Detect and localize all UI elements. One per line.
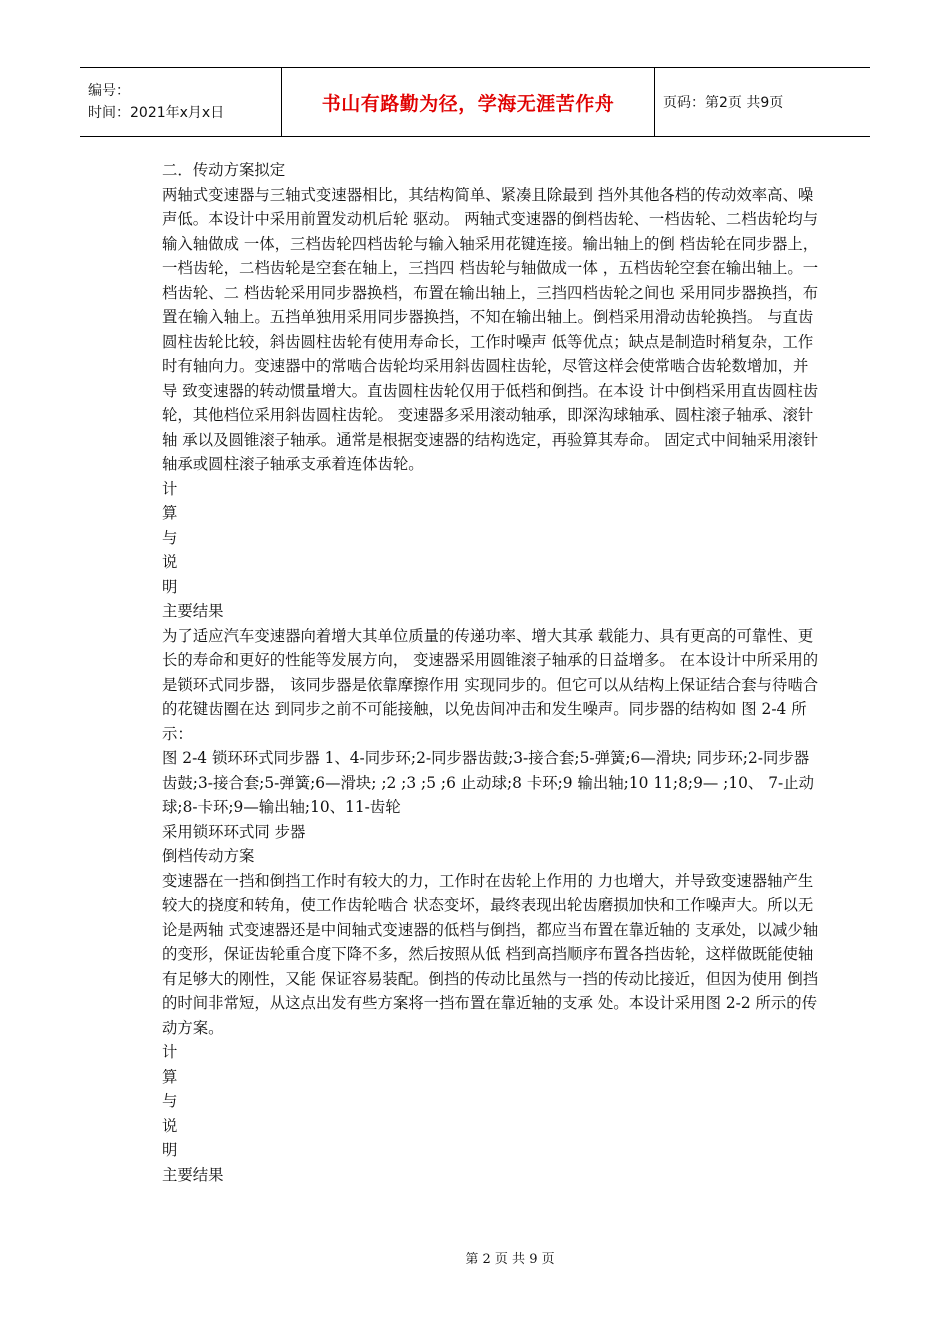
- line-sync-choice: 采用锁环环式同 步器: [162, 822, 306, 841]
- vertical-char: 计: [162, 1043, 178, 1061]
- page-header: [80, 67, 870, 137]
- vertical-char: 算: [162, 1067, 178, 1086]
- subtitle-reverse: 倒档传动方案: [162, 847, 255, 865]
- date-label: 时间：2021年x月x日: [88, 105, 225, 121]
- vertical-char: 与: [162, 1092, 178, 1110]
- vertical-char: 计: [162, 479, 178, 498]
- motto-text: 书山有路勤为径，学海无涯苦作舟: [321, 92, 615, 115]
- vertical-char: 明: [162, 577, 178, 596]
- paragraph-synchronizer: 为了适应汽车变速器向着增大其单位质量的传递功率、增大其承 载能力、具有更高的可靠性、更长的寿命和更好的性能等发展方向， 变速器采用圆锥滚子轴承的日益增多。 在本设计中所采用的是锁环式同步器， 该同步器是依靠摩擦作用 实现同步的。但它可以从结构上保证结合套与待啮合的花键齿圈在达 到同步之前不可能接触，以免齿间冲击和发生噪声。同步器的结构如 图 2-4 所示：: [162, 626, 819, 743]
- page-label: 页码：第2页 共9页: [663, 95, 784, 111]
- section-title: 二．传动方案拟定: [162, 161, 286, 179]
- main-result-heading-2: 主要结果: [162, 1165, 224, 1184]
- paragraph-transmission-scheme: 两轴式变速器与三轴式变速器相比，其结构简单、紧凑且除最到 挡外其他各档的传动效率高、噪声低。本设计中采用前置发动机后轮 驱动。 两轴式变速器的倒档齿轮、一档齿轮、二档齿轮均与输入轴做成 一体，三档齿轮四档齿轮与输入轴采用花键连接。输出轴上的倒 档齿轮在同步器上，一档齿轮，二档齿轮是空套在轴上，三挡四 档齿轮与轴做成一体 ，五档齿轮空套在输出轴上。一档齿轮、二 档齿轮采用同步器换档，布置在输出轴上，三挡四档齿轮之间也 采用同步器换挡，布置在输入轴上。五挡单独用采用同步器换挡，不知在输出轴上。倒档采用滑动齿轮换挡。 与直齿圆柱齿轮比较，斜齿圆柱齿轮有使用寿命长，工作时噪声 低等优点；缺点是制造时稍复杂，工作时有轴向力。变速器中的常啮合齿轮均采用斜齿圆柱齿轮，尽管这样会使常啮合齿轮数增加，并导 致变速器的转动惯量增大。直齿圆柱齿轮仅用于低档和倒挡。在本设 计中倒档采用直齿圆柱齿轮，其他档位采用斜齿圆柱齿轮。 变速器多采用滚动轴承，即深沟球轴承、圆柱滚子轴承、滚针轴 承以及圆锥滚子轴承。通常是根据变速器的结构选定，再验算其寿命。 固定式中间轴采用滚针轴承或圆柱滚子轴承支承着连体齿轮。: [162, 185, 819, 473]
- header-page-cell: [655, 68, 870, 136]
- footer-page-number: 第 2 页 共 9 页: [465, 1252, 555, 1267]
- header-meta: [80, 68, 282, 136]
- vertical-label-2: [142, 1040, 820, 1163]
- paragraph-reverse-scheme: 变速器在一挡和倒挡工作时有较大的力，工作时在齿轮上作用的 力也增大，并导致变速器轴产生较大的挠度和转角，使工作齿轮啮合 状态变坏，最终表现出轮齿磨损加快和工作噪声大。所以无论是两轴 式变速器还是中间轴式变速器的低档与倒挡，都应当布置在靠近轴的 支承处，以减少轴的变形，保证齿轮重合度下降不多，然后按照从低 档到高挡顺序布置各挡齿轮，这样做既能使轴有足够大的刚性，又能 保证容易装配。倒挡的传动比虽然与一挡的传动比接近，但因为使用 倒挡的时间非常短，从这点出发有些方案将一挡布置在靠近轴的支承 处。本设计采用图 2-2 所示的传动方案。: [162, 871, 819, 1037]
- page-footer: [0, 1248, 950, 1267]
- vertical-char: 与: [162, 528, 178, 547]
- vertical-char: 明: [162, 1141, 178, 1159]
- main-result-heading-1: 主要结果: [162, 602, 224, 620]
- vertical-label-1: [142, 477, 820, 600]
- vertical-char: 说: [162, 1116, 178, 1135]
- vertical-char: 说: [162, 553, 178, 571]
- document-body: [142, 158, 820, 1187]
- code-label: 编号：: [88, 83, 130, 99]
- vertical-char: 算: [162, 504, 178, 522]
- paragraph-figure-caption: 图 2-4 锁环环式同步器 1、4-同步环;2-同步器齿鼓;3-接合套;5-弹簧;6—滑块; 同步环;2-同步器齿鼓;3-接合套;5-弹簧;6—滑块; ;2 ;3 ;5 ;6 止动球;8 卡环;9 输出轴;10 11;8;9— ;10、 7-止动球;8-卡环;9—输出轴;10、11-齿轮: [162, 749, 814, 816]
- header-motto-cell: [282, 68, 655, 136]
